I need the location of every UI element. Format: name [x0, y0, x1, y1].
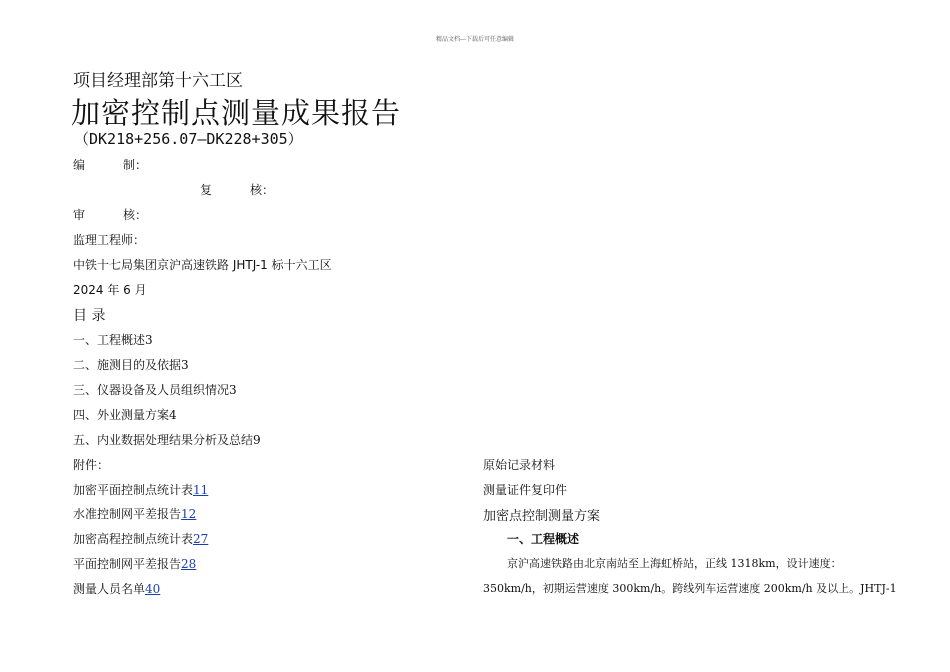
toc-item[interactable] [73, 331, 153, 348]
reviewer-line [200, 181, 274, 198]
appendix-item [73, 580, 160, 597]
compiler-label-a: 编 [73, 158, 86, 172]
right-item-records: 原始记录材料 [483, 458, 556, 472]
toc-item-page: 4 [169, 408, 177, 422]
supervisor-label: 监理工程师： [73, 233, 146, 247]
appendix-item [73, 505, 196, 522]
appendix-item-label: 加密高程控制点统计表 [73, 532, 194, 546]
org-line: 项目经理部第十六工区 [73, 71, 243, 91]
compiler-line [73, 156, 147, 173]
report-title: 加密控制点测量成果报告 [71, 96, 402, 130]
toc-item[interactable] [73, 406, 177, 423]
appendix-item [73, 481, 208, 498]
appendix-page-link[interactable]: 11 [193, 483, 209, 497]
reviewer-label-a: 复 [200, 183, 213, 197]
appendix-page-link[interactable]: 27 [193, 532, 209, 546]
toc-item-label: 二、施测目的及依据 [73, 358, 182, 372]
toc-item-label: 三、仪器设备及人员组织情况 [73, 383, 230, 397]
toc-item[interactable] [73, 356, 189, 373]
auditor-label-a: 审 [73, 208, 86, 222]
appendix-item-label: 测量人员名单 [73, 582, 146, 596]
appendix-item-label: 水准控制网平差报告 [73, 507, 182, 521]
right-item-certificates: 测量证件复印件 [483, 483, 568, 497]
paragraph-line-1: 京沪高速铁路由北京南站至上海虹桥站，正线 1318km，设计速度： [507, 557, 842, 570]
mileage-range: （DK218+256.07—DK228+305） [74, 130, 303, 148]
toc-item-label: 五、内业数据处理结果分析及总结 [73, 433, 254, 447]
reviewer-label-b: 核： [250, 183, 275, 197]
compiler-label-b: 制： [123, 158, 148, 172]
appendix-page-link[interactable]: 12 [181, 507, 197, 521]
toc-item-label: 一、工程概述 [73, 333, 146, 347]
appendix-page-link[interactable]: 40 [145, 582, 161, 596]
toc-item-page: 3 [229, 383, 237, 397]
appendix-item [73, 530, 208, 547]
toc-item-page: 9 [253, 433, 261, 447]
toc-item-page: 3 [181, 358, 189, 372]
appendix-title: 附件： [73, 458, 110, 472]
toc-item[interactable] [73, 431, 261, 448]
company-line: 中铁十七局集团京沪高速铁路 JHTJ-1 标十六工区 [73, 258, 332, 272]
appendix-item-label: 平面控制网平差报告 [73, 557, 182, 571]
section-title: 加密点控制测量方案 [483, 509, 601, 524]
header-note: 精品文档---下载后可任意编辑 [435, 36, 515, 43]
paragraph-line-2: 350km/h，初期运营速度 300km/h。跨线列车运营速度 200km/h 及以上。JHTJ-1 [483, 582, 897, 595]
appendix-item [73, 555, 196, 572]
toc-title: 目 录 [73, 308, 106, 324]
toc-item-label: 四、外业测量方案 [73, 408, 170, 422]
auditor-label-b: 核： [123, 208, 148, 222]
toc-item-page: 3 [145, 333, 153, 347]
subsection-title: 一、工程概述 [507, 532, 580, 546]
date-line: 2024 年 6 月 [73, 283, 147, 297]
auditor-line [73, 206, 147, 223]
toc-item[interactable] [73, 381, 237, 398]
appendix-page-link[interactable]: 28 [181, 557, 197, 571]
appendix-item-label: 加密平面控制点统计表 [73, 483, 194, 497]
